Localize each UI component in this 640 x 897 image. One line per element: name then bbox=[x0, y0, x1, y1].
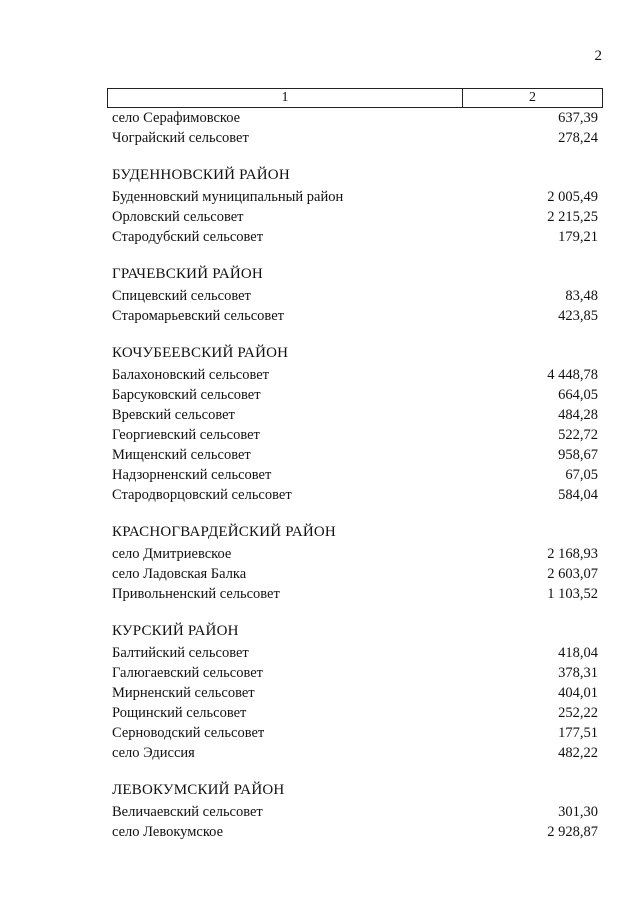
row-value: 484,28 bbox=[558, 407, 598, 423]
row-value: 2 928,87 bbox=[547, 824, 598, 840]
table-row bbox=[112, 485, 598, 505]
table-row bbox=[112, 128, 598, 148]
table-row bbox=[112, 723, 598, 743]
row-name: село Серафимовское bbox=[112, 110, 241, 126]
row-name: село Эдиссия bbox=[112, 745, 195, 761]
row-name: Мищенский сельсовет bbox=[112, 447, 251, 463]
district-group-levokumsky bbox=[112, 780, 598, 842]
district-group-kochubeevsky bbox=[112, 343, 598, 505]
table-row bbox=[112, 544, 598, 564]
row-value: 83,48 bbox=[565, 288, 598, 304]
row-name: Мирненский сельсовет bbox=[112, 685, 255, 701]
row-value: 522,72 bbox=[558, 427, 598, 443]
table-row bbox=[112, 227, 598, 247]
table-row bbox=[112, 207, 598, 227]
district-group-grachevsky bbox=[112, 264, 598, 326]
table-row bbox=[112, 683, 598, 703]
row-name: Рощинский сельсовет bbox=[112, 705, 247, 721]
table-row bbox=[112, 187, 598, 207]
row-name: Вревский сельсовет bbox=[112, 407, 235, 423]
table-row bbox=[112, 643, 598, 663]
row-value: 2 603,07 bbox=[547, 566, 598, 582]
row-name: село Дмитриевское bbox=[112, 546, 232, 562]
row-value: 584,04 bbox=[558, 487, 598, 503]
document-body bbox=[112, 108, 598, 842]
district-title: КОЧУБЕЕВСКИЙ РАЙОН bbox=[112, 345, 289, 361]
column-header-table bbox=[107, 88, 603, 108]
row-value: 482,22 bbox=[558, 745, 598, 761]
district-title: КУРСКИЙ РАЙОН bbox=[112, 623, 239, 639]
table-row bbox=[112, 743, 598, 763]
row-name: Серноводский сельсовет bbox=[112, 725, 265, 741]
row-value: 2 168,93 bbox=[547, 546, 598, 562]
row-name: Старомарьевский сельсовет bbox=[112, 308, 284, 324]
row-name: Балахоновский сельсовет bbox=[112, 367, 270, 383]
district-group-budennovsky bbox=[112, 165, 598, 247]
row-value: 423,85 bbox=[558, 308, 598, 324]
column-header-2: 2 bbox=[463, 89, 603, 108]
table-row bbox=[112, 445, 598, 465]
row-name: Георгиевский сельсовет bbox=[112, 427, 260, 443]
row-name: село Ладовская Балка bbox=[112, 566, 247, 582]
table-row bbox=[112, 425, 598, 445]
table-row bbox=[112, 703, 598, 723]
district-group-krasnogvardeysky bbox=[112, 522, 598, 604]
row-name: Орловский сельсовет bbox=[112, 209, 244, 225]
table-row bbox=[112, 108, 598, 128]
row-value: 958,67 bbox=[558, 447, 598, 463]
page-number: 2 bbox=[594, 48, 602, 64]
row-name: Буденновский муниципальный район bbox=[112, 189, 344, 205]
row-value: 4 448,78 bbox=[547, 367, 598, 383]
row-name: Барсуковский сельсовет bbox=[112, 387, 261, 403]
row-value: 177,51 bbox=[558, 725, 598, 741]
district-title: ЛЕВОКУМСКИЙ РАЙОН bbox=[112, 782, 285, 798]
table-row bbox=[112, 822, 598, 842]
row-name: Стародубский сельсовет bbox=[112, 229, 264, 245]
row-name: Спицевский сельсовет bbox=[112, 288, 251, 304]
table-row bbox=[112, 465, 598, 485]
row-value: 278,24 bbox=[558, 130, 598, 146]
row-name: Привольненский сельсовет bbox=[112, 586, 280, 602]
row-name: Чограйский сельсовет bbox=[112, 130, 249, 146]
row-value: 252,22 bbox=[558, 705, 598, 721]
row-value: 418,04 bbox=[558, 645, 598, 661]
table-row bbox=[112, 286, 598, 306]
row-name: Величаевский сельсовет bbox=[112, 804, 263, 820]
row-value: 378,31 bbox=[558, 665, 598, 681]
district-title: КРАСНОГВАРДЕЙСКИЙ РАЙОН bbox=[112, 524, 336, 540]
row-value: 637,39 bbox=[558, 110, 598, 126]
row-value: 67,05 bbox=[565, 467, 598, 483]
row-value: 2 005,49 bbox=[547, 189, 598, 205]
district-group-kursky bbox=[112, 621, 598, 763]
row-value: 1 103,52 bbox=[547, 586, 598, 602]
column-header-1: 1 bbox=[108, 89, 463, 108]
row-name: Балтийский сельсовет bbox=[112, 645, 249, 661]
row-value: 664,05 bbox=[558, 387, 598, 403]
row-value: 404,01 bbox=[558, 685, 598, 701]
row-name: Стародворцовский сельсовет bbox=[112, 487, 292, 503]
table-row bbox=[112, 365, 598, 385]
table-row bbox=[112, 405, 598, 425]
table-row bbox=[112, 385, 598, 405]
row-name: Галюгаевский сельсовет bbox=[112, 665, 263, 681]
row-value: 179,21 bbox=[558, 229, 598, 245]
row-name: село Левокумское bbox=[112, 824, 224, 840]
table-row bbox=[112, 564, 598, 584]
table-row bbox=[112, 802, 598, 822]
table-row bbox=[112, 663, 598, 683]
row-value: 301,30 bbox=[558, 804, 598, 820]
district-title: ГРАЧЕВСКИЙ РАЙОН bbox=[112, 266, 263, 282]
row-name: Надзорненский сельсовет bbox=[112, 467, 272, 483]
table-row bbox=[112, 306, 598, 326]
table-row bbox=[112, 584, 598, 604]
district-title: БУДЕННОВСКИЙ РАЙОН bbox=[112, 167, 290, 183]
row-value: 2 215,25 bbox=[547, 209, 598, 225]
